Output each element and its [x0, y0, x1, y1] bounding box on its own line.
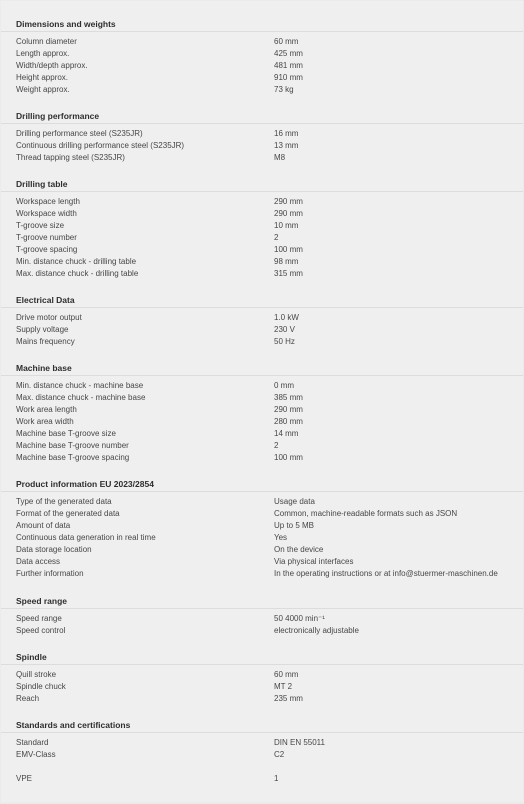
spec-label: Min. distance chuck - machine base	[16, 381, 144, 390]
spec-value: electronically adjustable	[274, 626, 359, 635]
spec-label: Max. distance chuck - machine base	[16, 393, 146, 402]
spec-label: Machine base T-groove size	[16, 429, 116, 438]
spec-row	[1, 440, 523, 452]
spec-value: 0 mm	[274, 381, 294, 390]
spec-value: M8	[274, 153, 286, 162]
spec-row	[1, 693, 523, 705]
spec-label: Length approx.	[16, 49, 70, 58]
section-divider	[1, 491, 523, 492]
spec-value: 230 V	[274, 325, 295, 334]
section-title: Dimensions and weights	[16, 19, 116, 29]
spec-label: Work area length	[16, 405, 77, 414]
spec-row	[1, 681, 523, 693]
section-divider	[1, 664, 523, 665]
spec-label: Supply voltage	[16, 325, 69, 334]
spec-label: Machine base T-groove spacing	[16, 453, 130, 462]
spec-section	[1, 718, 523, 785]
spec-row	[1, 380, 523, 392]
spec-value: 16 mm	[274, 129, 299, 138]
spec-row	[1, 749, 523, 761]
spec-row	[1, 392, 523, 404]
spec-label: Further information	[16, 569, 84, 578]
spec-row	[1, 520, 523, 532]
spec-value: 60 mm	[274, 37, 299, 46]
spec-value: Usage data	[274, 497, 315, 506]
spec-value: 50 4000 min⁻¹	[274, 614, 325, 623]
section-divider	[1, 123, 523, 124]
section-title: Spindle	[16, 652, 47, 662]
spec-row	[1, 72, 523, 84]
spec-label: Work area width	[16, 417, 74, 426]
section-divider	[1, 191, 523, 192]
spec-section	[1, 477, 523, 580]
spec-row	[1, 312, 523, 324]
spec-label: Workspace width	[16, 209, 77, 218]
spec-row	[1, 48, 523, 60]
spec-label: Data access	[16, 557, 61, 566]
spec-row	[1, 220, 523, 232]
spec-label: Quill stroke	[16, 670, 57, 679]
section-divider	[1, 375, 523, 376]
spec-row	[1, 404, 523, 416]
section-divider	[1, 732, 523, 733]
spec-label: EMV-Class	[16, 750, 56, 759]
spec-value: 290 mm	[274, 209, 303, 218]
spec-row	[1, 508, 523, 520]
spec-row	[1, 196, 523, 208]
spec-value: 385 mm	[274, 393, 303, 402]
spec-section	[1, 17, 523, 96]
spec-row	[1, 244, 523, 256]
spec-value: 13 mm	[274, 141, 299, 150]
spec-label: T-groove size	[16, 221, 65, 230]
spec-label: Height approx.	[16, 73, 69, 82]
section-title: Electrical Data	[16, 295, 75, 305]
spec-row	[1, 36, 523, 48]
spec-row	[1, 496, 523, 508]
spec-label: Drive motor output	[16, 313, 82, 322]
spec-label: Data storage location	[16, 545, 92, 554]
spec-value: MT 2	[274, 682, 293, 691]
spec-label: Drilling performance steel (S235JR)	[16, 129, 143, 138]
section-divider	[1, 307, 523, 308]
spec-value: DIN EN 55011	[274, 738, 325, 747]
spec-label: Speed range	[16, 614, 62, 623]
spec-label: Thread tapping steel (S235JR)	[16, 153, 125, 162]
spec-value: On the device	[274, 545, 324, 554]
spec-row	[1, 625, 523, 637]
section-title: Drilling table	[16, 179, 68, 189]
spec-section	[1, 177, 523, 280]
spec-label: Type of the generated data	[16, 497, 112, 506]
spec-row	[1, 452, 523, 464]
spec-row	[1, 232, 523, 244]
spec-label: Continuous data generation in real time	[16, 533, 156, 542]
spec-row	[1, 84, 523, 96]
spec-value: Common, machine-readable formats such as JSON	[274, 509, 458, 518]
spec-label: Workspace length	[16, 197, 80, 206]
spec-label: Reach	[16, 694, 40, 703]
spec-row	[1, 268, 523, 280]
spec-row	[1, 60, 523, 72]
spec-value: 290 mm	[274, 405, 303, 414]
spec-value: 98 mm	[274, 257, 299, 266]
spec-value: 481 mm	[274, 61, 303, 70]
spec-value: 60 mm	[274, 670, 299, 679]
spec-value: 315 mm	[274, 269, 303, 278]
spec-label: Min. distance chuck - drilling table	[16, 257, 137, 266]
spec-value: 2	[274, 441, 279, 450]
spec-value: 2	[274, 233, 279, 242]
spec-value: 1	[274, 774, 279, 783]
spec-value: 50 Hz	[274, 337, 295, 346]
spec-value: Yes	[274, 533, 288, 542]
spec-row	[1, 256, 523, 268]
spec-row	[1, 532, 523, 544]
spec-row	[1, 669, 523, 681]
spec-label: Mains frequency	[16, 337, 75, 346]
spec-section	[1, 594, 523, 637]
spec-row	[1, 152, 523, 164]
section-title: Machine base	[16, 363, 72, 373]
section-title: Drilling performance	[16, 111, 100, 121]
spec-value: 10 mm	[274, 221, 299, 230]
spec-row	[1, 773, 523, 785]
spec-value: 280 mm	[274, 417, 303, 426]
spec-label: Continuous drilling performance steel (S235JR)	[16, 141, 185, 150]
spec-label: Format of the generated data	[16, 509, 120, 518]
spec-section	[1, 361, 523, 464]
spec-value: 73 kg	[274, 85, 294, 94]
spec-value: C2	[274, 750, 285, 759]
spec-label: VPE	[16, 774, 33, 783]
spec-label: Machine base T-groove number	[16, 441, 129, 450]
spec-label: Weight approx.	[16, 85, 70, 94]
spec-row	[1, 737, 523, 749]
spec-value: In the operating instructions or at info@stuermer-maschinen.de	[274, 569, 498, 578]
spec-label: Max. distance chuck - drilling table	[16, 269, 139, 278]
spec-label: Standard	[16, 738, 49, 747]
section-title: Speed range	[16, 596, 68, 606]
spec-row	[1, 544, 523, 556]
spec-row	[1, 128, 523, 140]
spec-value: 14 mm	[274, 429, 299, 438]
spec-value: 290 mm	[274, 197, 303, 206]
spec-row	[1, 761, 523, 773]
section-title: Product information EU 2023/2854	[16, 479, 154, 489]
spec-value: 100 mm	[274, 453, 303, 462]
spec-value: 1.0 kW	[274, 313, 299, 322]
spec-section	[1, 109, 523, 164]
spec-row	[1, 568, 523, 580]
spec-value: 100 mm	[274, 245, 303, 254]
spec-label: T-groove number	[16, 233, 77, 242]
spec-label: Speed control	[16, 626, 66, 635]
spec-value: Up to 5 MB	[274, 521, 315, 530]
spec-row	[1, 208, 523, 220]
spec-row	[1, 416, 523, 428]
spec-section	[1, 650, 523, 705]
spec-row	[1, 336, 523, 348]
spec-label: Amount of data	[16, 521, 71, 530]
spec-label: T-groove spacing	[16, 245, 78, 254]
spec-value: 235 mm	[274, 694, 303, 703]
section-divider	[1, 31, 523, 32]
spec-row	[1, 140, 523, 152]
spec-value: 910 mm	[274, 73, 303, 82]
spec-row	[1, 556, 523, 568]
spec-row	[1, 613, 523, 625]
spec-row	[1, 324, 523, 336]
spec-label: Column diameter	[16, 37, 77, 46]
spec-value: Via physical interfaces	[274, 557, 354, 566]
spec-label: Spindle chuck	[16, 682, 66, 691]
spec-label: Width/depth approx.	[16, 61, 88, 70]
spec-section	[1, 293, 523, 348]
section-divider	[1, 608, 523, 609]
spec-value: 425 mm	[274, 49, 303, 58]
section-title: Standards and certifications	[16, 720, 131, 730]
technical-data-sheet	[1, 1, 523, 802]
spec-row	[1, 428, 523, 440]
